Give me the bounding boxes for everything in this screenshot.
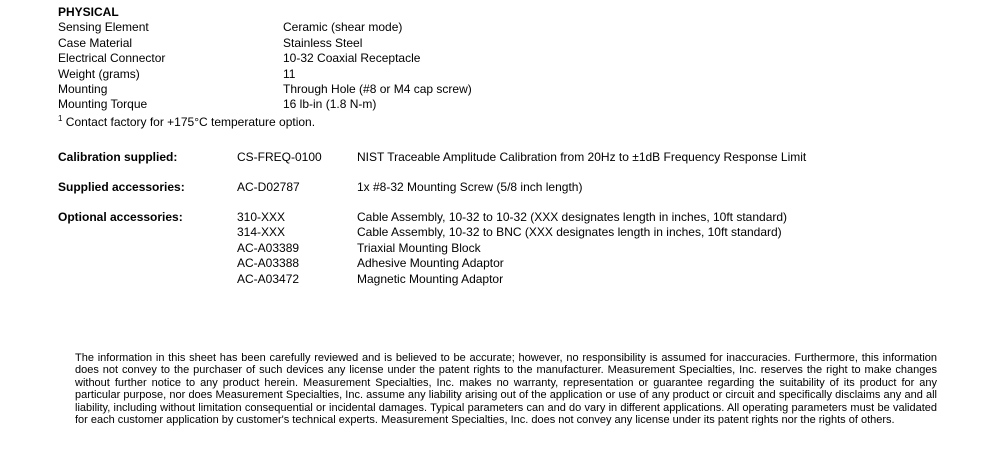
- part-description: 1x #8-32 Mounting Screw (5/8 inch length): [357, 180, 583, 194]
- physical-heading: PHYSICAL: [58, 5, 119, 19]
- calibration-supplied-row: [58, 150, 806, 165]
- part-description: Triaxial Mounting Block: [357, 240, 481, 255]
- part-number: 310-XXX: [237, 210, 286, 224]
- part-description: Magnetic Mounting Adaptor: [357, 271, 504, 286]
- part-description: Cable Assembly, 10-32 to BNC (XXX designates length in inches, 10ft standard): [357, 225, 782, 240]
- spec-value: 10-32 Coaxial Receptacle: [283, 51, 421, 66]
- spec-label: Weight (grams): [58, 66, 140, 81]
- part-number: AC-D02787: [237, 180, 300, 194]
- spec-label: Case Material: [58, 35, 133, 50]
- spec-row: [58, 82, 472, 97]
- supplied-accessories-row: [58, 180, 582, 195]
- part-description: Cable Assembly, 10-32 to 10-32 (XXX designates length in inches, 10ft standard): [357, 210, 788, 224]
- spec-value: 16 lb-in (1.8 N-m): [283, 97, 377, 112]
- temperature-footnote: [58, 114, 315, 129]
- part-description: NIST Traceable Amplitude Calibration from 20Hz to ±1dB Frequency Response Limit: [357, 150, 807, 164]
- legal-disclaimer: The information in this sheet has been carefully reviewed and is believed to be accurate; however, no responsibility is assumed for inaccuracies. Furthermore, this information does not convey to the purchaser of such devices any license under the patent rights to the manufacturer. Measurement Specialties, Inc. reserves the right to make changes without further notice to any product herein. Measurement Specialties, Inc. makes no warranty, representation or guarantee regarding the suitability of its product for any particular purpose, nor does Measurement Specialties, Inc. assume any liability arising out of the application or use of any product or circuit and specifically disclaims any and all liability, including without limitation consequential or incidental damages. Typical parameters can and do vary in different applications. All operating parameters must be validated for each customer application by customer's technical experts. Measurement Specialties, Inc. does not convey any license under its patent rights nor the rights of others.: [75, 352, 937, 427]
- part-number: 314-XXX: [237, 225, 286, 240]
- spec-label: Sensing Element: [58, 20, 149, 35]
- part-number: AC-A03388: [237, 256, 300, 271]
- part-description: Adhesive Mounting Adaptor: [357, 256, 504, 271]
- spec-row: [58, 36, 472, 51]
- footnote-marker: 1: [58, 114, 63, 123]
- spec-label: Electrical Connector: [58, 51, 166, 66]
- optional-accessories-label: Optional accessories:: [58, 210, 183, 224]
- physical-section: [58, 5, 472, 113]
- footnote-text: Contact factory for +175°C temperature option.: [65, 115, 316, 129]
- part-number: AC-A03389: [237, 240, 300, 255]
- spec-value: Through Hole (#8 or M4 cap screw): [283, 82, 472, 97]
- spec-row: [58, 20, 472, 35]
- spec-label: Mounting: [58, 82, 108, 97]
- part-number: CS-FREQ-0100: [237, 150, 322, 164]
- spec-value: Stainless Steel: [283, 35, 363, 50]
- spec-value: 11: [283, 66, 296, 81]
- spec-row: [58, 67, 472, 82]
- part-number: AC-A03472: [237, 271, 300, 286]
- spec-row: [58, 97, 472, 112]
- spec-row: [58, 51, 472, 66]
- spec-value: Ceramic (shear mode): [283, 20, 403, 35]
- optional-accessories-row: [58, 210, 787, 287]
- spec-label: Mounting Torque: [58, 97, 148, 112]
- calibration-supplied-label: Calibration supplied:: [58, 150, 178, 164]
- supplied-accessories-label: Supplied accessories:: [58, 180, 185, 194]
